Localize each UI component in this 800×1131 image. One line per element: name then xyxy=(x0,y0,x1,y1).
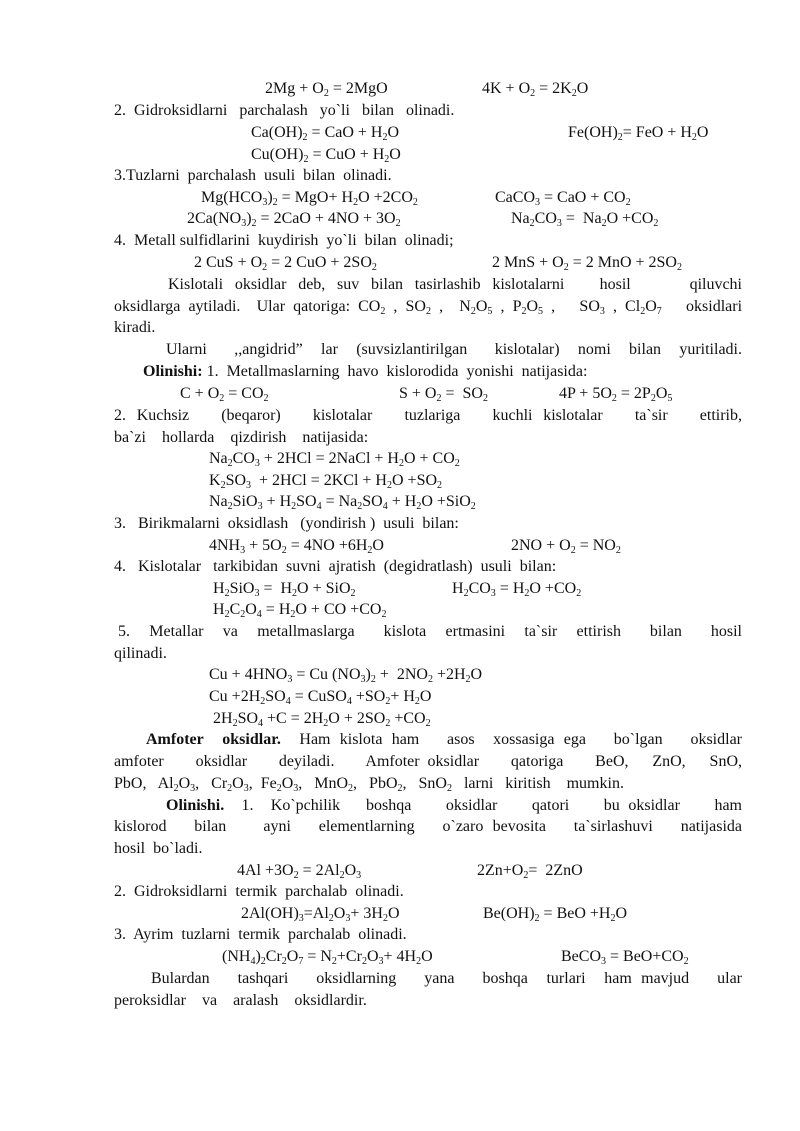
text-segment: $H_2CO_3 = H_2O +CO_2$ xyxy=(452,580,582,599)
text-segment: $2Zn+O_2= 2ZnO$ xyxy=(477,862,583,881)
text-segment: qilinadi. xyxy=(114,645,167,662)
text-segment: $4NH_3 + 5O_2 = 4NO +6H_2O$ xyxy=(209,537,384,556)
paragraph-line: Amfoter oksidlar. Ham kislota ham asos xossasiga ega bo`lgan oksidlar xyxy=(146,731,742,748)
paragraph-line: 5. Metallar va metallmaslarga kislota ertmasini ta`sir ettirish bilan hosil xyxy=(118,623,742,640)
text-segment: $2Ca(NO_3)_2 = 2CaO + 4NO + 3O_2$ xyxy=(187,210,401,229)
text-segment: $Na_2CO_3 = Na_2O +CO_2$ xyxy=(511,210,659,229)
text-segment: $Na_2CO_3 + 2HCl$ = 2NaCl + $H_2O + CO_2$ xyxy=(209,450,460,469)
text-line xyxy=(0,643,800,665)
text-segment: hosil bo`ladi. xyxy=(114,840,203,857)
text-segment: peroksidlar va aralash oksidlardir. xyxy=(114,992,367,1009)
text-line xyxy=(0,816,800,838)
text-line xyxy=(0,122,800,144)
text-segment: $2Mg + O_2 = 2MgO$ xyxy=(265,80,388,99)
text-segment: $2H_2SO_4 +C = 2H_2O + 2SO_2 +CO_2$ xyxy=(213,710,431,729)
text-segment: ba`zi hollarda qizdirish natijasida: xyxy=(114,429,369,446)
text-line xyxy=(0,599,800,621)
paragraph-line: kislorod bilan ayni elementlarning o`zaro bevosita ta`sirlashuvi natijasida xyxy=(114,818,742,835)
text-line xyxy=(0,317,800,339)
text-line xyxy=(0,165,800,187)
text-segment: $Ca(OH)_2$ = CaO + $H_2O$ xyxy=(251,124,400,143)
text-line xyxy=(0,729,800,751)
paragraph-line: Ularni ,,angidrid” lar (suvsizlantirilgan kislotalar) nomi bilan yuritiladi. xyxy=(166,341,742,358)
text-segment: 2 CuS + $O_2 = 2$ CuO + $2SO_2$ xyxy=(194,254,377,273)
text-line xyxy=(0,339,800,361)
text-line xyxy=(0,946,800,968)
text-segment: $(NH_4)_2Cr_2O_7 = N_2+Cr_2O_3+ 4H_2O$ xyxy=(222,948,433,967)
text-line xyxy=(0,230,800,252)
text-line xyxy=(0,664,800,686)
text-line xyxy=(0,881,800,903)
text-segment: $H_2SiO_3 = H_2O + SiO_2$ xyxy=(213,580,356,599)
text-line xyxy=(0,751,800,773)
text-line xyxy=(0,187,800,209)
text-line xyxy=(0,208,800,230)
text-segment: PbO, $Al_2O_3$, $Cr_2O_3$, $Fe_2O_3$, MnO$_2$, PbO$_2$, SnO$_2$ larni kiritish mumkin. xyxy=(114,775,624,794)
paragraph-line: amfoter oksidlar deyiladi. Amfoter oksidlar qatoriga BeO, ZnO, SnO, xyxy=(114,753,742,770)
text-line xyxy=(0,968,800,990)
text-segment: $Mg(HCO_3)_2 = MgO+ H_2O +2CO_2$ xyxy=(201,189,418,208)
text-line xyxy=(0,990,800,1012)
text-segment: 3. Birikmalarni oksidlash (yondirish ) usuli bilan: xyxy=(114,515,459,532)
text-line xyxy=(0,556,800,578)
text-line xyxy=(0,578,800,600)
text-segment: $4K + O_2 = 2K_2O$ xyxy=(482,80,589,99)
text-line xyxy=(0,427,800,449)
text-line xyxy=(0,361,800,383)
text-segment: $Be(OH)_2$ = BeO $+H_2O$ xyxy=(483,905,628,924)
text-line xyxy=(0,708,800,730)
text-segment: $4Al +3O_2 = 2Al_2O_3$ xyxy=(237,862,362,881)
text-segment: 2 MnS + $O_2 = 2$ MnO + $2SO_2$ xyxy=(492,254,682,273)
text-line xyxy=(0,470,800,492)
text-line xyxy=(0,924,800,946)
text-line xyxy=(0,686,800,708)
text-line xyxy=(0,252,800,274)
text-segment: $K_2SO_3 + 2HCl = 2KCl + H_2O +SO_2$ xyxy=(209,472,443,491)
text-segment: BeCO$_3$ = $BeO+CO_2$ xyxy=(561,948,689,967)
text-segment: $Fe(OH)_2=$ FeO + $H_2O$ xyxy=(568,124,709,143)
paragraph-line: Bulardan tashqari oksidlarning yana boshqa turlari ham mavjud ular xyxy=(151,970,742,987)
text-segment: $2Al(OH)_3=Al_2O_3+ 3H_2O$ xyxy=(241,905,400,924)
text-segment: $Cu(OH)_2$ = CuO + $H_2O$ xyxy=(251,146,401,165)
text-segment: $Na_2SiO_3 + H_2SO_4 = Na_2SO_4 + H_2O +SiO_2$ xyxy=(209,493,476,512)
paragraph-line: oksidlarga aytiladi. Ular qatoriga: $CO_2$ , $SO_2$ , $N_2O_5$ , $P_2O_5$ , $SO_3$ , $Cl_2O_7$ oksidlari xyxy=(114,298,743,317)
text-segment: 4. Metall sulfidlarini kuydirish yo`li bilan olinadi; xyxy=(114,232,454,249)
text-segment: 2. Gidroksidlarni parchalash yo`li bilan olinadi. xyxy=(114,102,455,119)
text-segment: $4P + 5O_2 = 2P_2O_5$ xyxy=(559,385,673,404)
text-line xyxy=(0,513,800,535)
text-line xyxy=(0,144,800,166)
text-line xyxy=(0,535,800,557)
text-line xyxy=(0,838,800,860)
text-segment: 4. Kislotalar tarkibidan suvni ajratish (degidratlash) usuli bilan: xyxy=(114,558,557,575)
text-segment: kiradi. xyxy=(114,319,156,336)
text-segment: $H_2C_2O_4 = H_2O$ + CO $+CO_2$ xyxy=(213,601,387,620)
text-segment: Olinishi: 1. Metallmaslarning havo kislorodida yonishi natijasida: xyxy=(143,363,588,380)
paragraph-line: Olinishi. 1. Ko`pchilik boshqa oksidlar qatori bu oksidlar ham xyxy=(166,797,742,814)
paragraph-line: 2. Kuchsiz (beqaror) kislotalar tuzlariga kuchli kislotalar ta`sir ettirib, xyxy=(114,407,742,424)
text-line xyxy=(0,274,800,296)
text-segment: 3. Ayrim tuzlarni termik parchalab olinadi. xyxy=(114,926,407,943)
text-line xyxy=(0,405,800,427)
text-segment: $2NO + O_2 = NO_2$ xyxy=(511,537,621,556)
text-line xyxy=(0,860,800,882)
text-line xyxy=(0,773,800,795)
text-line xyxy=(0,903,800,925)
text-line xyxy=(0,491,800,513)
text-segment: $Cu + 4HNO_3 = Cu$ $(NO_3)_2 + 2NO_2 +2H_2O$ xyxy=(209,666,483,685)
text-segment: 2. Gidroksidlarni termik parchalab olinadi. xyxy=(114,883,404,900)
text-line xyxy=(0,448,800,470)
text-line xyxy=(0,100,800,122)
text-line xyxy=(0,795,800,817)
text-line xyxy=(0,383,800,405)
text-segment: CaCO$_3$ = CaO + $CO_2$ xyxy=(495,189,631,208)
text-segment: $Cu +2H_2SO_4$ = CuSO$_4$ $+SO_2+ H_2O$ xyxy=(209,688,432,707)
paragraph-line: Kislotali oksidlar deb, suv bilan tasirlashib kislotalarni hosil qiluvchi xyxy=(168,276,742,293)
text-line xyxy=(0,296,800,318)
text-segment: $S + O_2 = SO_2$ xyxy=(399,385,488,404)
text-line xyxy=(0,621,800,643)
text-segment: $C + O_2 = CO_2$ xyxy=(180,385,269,404)
text-line xyxy=(0,78,800,100)
text-segment: 3.Tuzlarni parchalash usuli bilan olinadi. xyxy=(114,167,392,184)
